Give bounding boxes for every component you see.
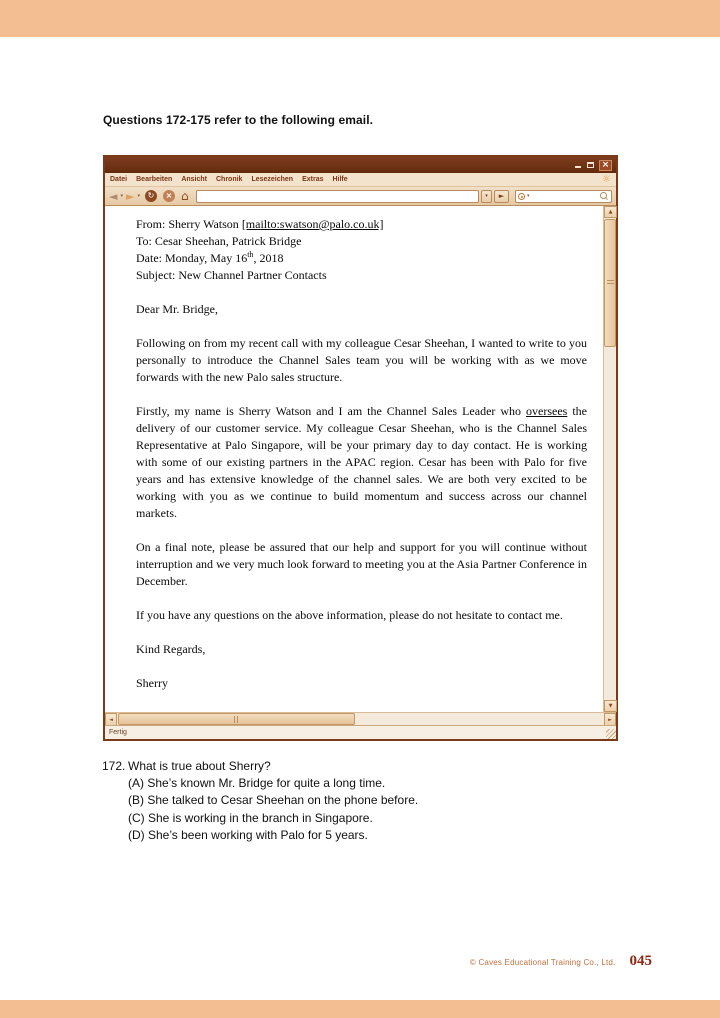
email-underlined-word: oversees <box>526 404 568 418</box>
search-engine-icon <box>518 193 525 200</box>
forward-button[interactable]: ► <box>125 189 135 203</box>
email-paragraph-1: Following on from my recent call with my colleague Cesar Sheehan, I wanted to write to you personally to introduce the Channel Sales team you will be working with as we move forwards with the new Palo sales structure. <box>136 336 587 384</box>
menu-item-chronik[interactable]: Chronik <box>215 176 243 183</box>
forward-history-caret-icon[interactable]: ▾ <box>137 193 140 199</box>
resize-grip[interactable] <box>606 729 616 739</box>
option-a: (A) She’s known Mr. Bridge for quite a long time. <box>128 776 386 790</box>
email-paragraph-2 <box>136 403 587 522</box>
email-signature: Sherry <box>136 676 168 690</box>
section-heading: Questions 172-175 refer to the following email. <box>103 113 374 127</box>
menu-item-bearbeiten[interactable]: Bearbeiten <box>136 176 173 183</box>
email-date-suffix: , 2018 <box>253 251 284 265</box>
search-input[interactable] <box>532 192 598 201</box>
email-header <box>136 216 587 284</box>
option-d: (D) She’s been working with Palo for 5 years. <box>128 827 368 842</box>
email-date-prefix: Date: Monday, May 16 <box>136 251 248 265</box>
activity-gear-icon: ☼ <box>602 173 611 185</box>
address-bar-input[interactable] <box>196 190 479 203</box>
back-button[interactable]: ◄ <box>109 189 118 203</box>
vertical-scroll-track[interactable] <box>604 218 616 700</box>
page-footer <box>0 953 652 970</box>
menu-item-datei[interactable]: Datei <box>110 176 128 183</box>
email-closing: Kind Regards, <box>136 642 206 656</box>
menu-item-hilfe[interactable]: Hilfe <box>332 176 348 183</box>
vertical-scroll-thumb[interactable] <box>604 219 616 347</box>
email-paragraph-4: If you have any questions on the above information, please do not hesitate to contact me. <box>136 608 563 622</box>
email-date-line <box>136 250 587 267</box>
answer-options <box>128 775 542 844</box>
scroll-up-button[interactable]: ▲ <box>604 206 617 218</box>
menu-item-ansicht[interactable]: Ansicht <box>181 176 207 183</box>
minimize-icon <box>575 166 581 168</box>
email-document <box>105 206 603 712</box>
navigation-toolbar <box>105 187 616 206</box>
search-engine-caret-icon[interactable]: ▾ <box>527 193 530 199</box>
status-text: Fertig <box>109 729 127 736</box>
email-paragraph-2-start: Firstly, my name is Sherry Watson and I am the Channel Sales Leader who <box>136 404 527 418</box>
browser-content-area <box>105 206 616 712</box>
close-button[interactable]: × <box>599 160 612 171</box>
question-text: What is true about Sherry? <box>128 759 271 773</box>
page-number: 045 <box>629 953 652 969</box>
address-dropdown-button[interactable]: ▾ <box>481 190 492 203</box>
option-b: (B) She talked to Cesar Sheehan on the phone before. <box>128 793 419 808</box>
email-from-line <box>136 216 587 233</box>
question-line <box>102 758 542 775</box>
menu-item-lesezeichen[interactable]: Lesezeichen <box>251 176 294 183</box>
menu-bar <box>105 173 616 187</box>
scroll-down-button[interactable]: ▼ <box>604 700 617 712</box>
email-from-label: From: Sherry Watson <box>136 217 242 231</box>
back-history-caret-icon[interactable]: ▾ <box>120 193 123 199</box>
email-paragraph-2-rest: the delivery of our customer service. My colleague Cesar Sheehan, who is the Channel Sales Representative at Palo Singapore, will be your primary day to day contact. He is working with some of our existing partners in the APAC region. Cesar has been with Palo for five years and has extensive knowledge of the channel sales. We are both very excited to be working with you as we continue to build momentum and success across our channel markets. <box>136 404 587 520</box>
go-button[interactable]: ► <box>494 190 509 203</box>
email-paragraph-3: On a final note, please be assured that our help and support for you will continue without interruption and we very much look forward to meeting you at the Asia Partner Conference in December. <box>136 540 587 588</box>
email-salutation: Dear Mr. Bridge, <box>136 302 218 316</box>
maximize-button[interactable] <box>586 160 595 170</box>
horizontal-scrollbar[interactable] <box>105 712 616 725</box>
copyright-text: © Caves Educational Training Co., Ltd. <box>469 958 616 967</box>
window-titlebar <box>105 157 616 173</box>
maximize-icon <box>587 162 594 168</box>
menu-item-extras[interactable]: Extras <box>302 176 324 183</box>
minimize-button[interactable] <box>573 160 582 170</box>
vertical-scrollbar[interactable] <box>603 206 616 712</box>
search-engine-dot-icon <box>521 196 523 198</box>
email-subject-line: Subject: New Channel Partner Contacts <box>136 268 327 282</box>
scroll-left-button[interactable]: ◄ <box>105 713 117 726</box>
search-box[interactable] <box>515 190 612 203</box>
status-bar <box>105 725 616 739</box>
question-number: 172. <box>102 759 126 773</box>
scroll-right-button[interactable]: ► <box>604 713 616 726</box>
bottom-color-band <box>0 1000 720 1018</box>
horizontal-scroll-track[interactable] <box>117 713 604 725</box>
browser-window <box>103 155 618 741</box>
option-c: (C) She is working in the branch in Singapore. <box>128 810 373 825</box>
email-date-ordinal: th <box>247 250 254 259</box>
horizontal-scroll-thumb[interactable] <box>118 713 355 725</box>
top-color-band <box>0 0 720 37</box>
email-to-line: To: Cesar Sheehan, Patrick Bridge <box>136 234 302 248</box>
email-from-mailto-link[interactable]: [mailto:swatson@palo.co.uk] <box>241 217 384 231</box>
stop-button[interactable]: × <box>163 190 175 202</box>
search-icon[interactable] <box>600 192 609 201</box>
home-button[interactable]: ⌂ <box>180 189 189 203</box>
reload-button[interactable]: ↻ <box>145 190 157 202</box>
question-block <box>102 758 542 844</box>
